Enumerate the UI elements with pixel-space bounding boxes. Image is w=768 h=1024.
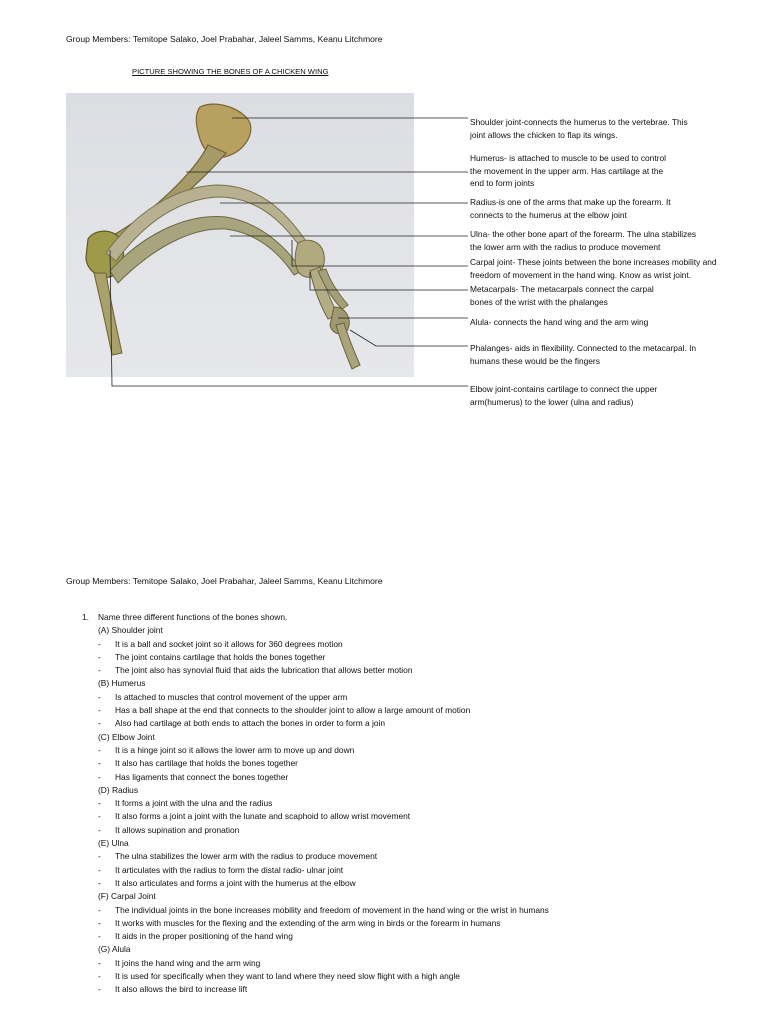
bullet-dash: - xyxy=(98,691,101,702)
question-text: Name three different functions of the bones shown. xyxy=(98,612,288,622)
list-item xyxy=(82,850,549,863)
label-metacarpals: Metacarpals- The metacarpals connect the carpal bones of the wrist with the phalanges xyxy=(470,284,654,307)
list-item xyxy=(82,810,549,823)
list-item-text: Is attached to muscles that control movement of the upper arm xyxy=(115,691,348,702)
list-item-text: It allows supination and pronation xyxy=(115,824,240,835)
bullet-dash: - xyxy=(98,638,101,649)
list-item-text: It also allows the bird to increase lift xyxy=(115,984,248,995)
bullet-dash: - xyxy=(98,744,101,755)
bullet-dash: - xyxy=(98,771,101,782)
list-item xyxy=(82,744,549,757)
list-item-text: It articulates with the radius to form the distal radio- ulnar joint xyxy=(115,864,344,875)
question-number: 1. xyxy=(82,612,89,622)
picture-title: PICTURE SHOWING THE BONES OF A CHICKEN WING xyxy=(132,67,329,76)
list-item xyxy=(82,970,549,983)
list-item xyxy=(82,771,549,784)
label-shoulder-joint: Shoulder joint-connects the humerus to the vertebrae. This joint allows the chicken to flap its wings. xyxy=(470,117,688,140)
label-ulna: Ulna- the other bone apart of the forearm. The ulna stabilizes the lower arm with the radius to produce movement xyxy=(470,229,697,252)
list-item-text: The joint also has synovial fluid that aids the lubrication that allows better motion xyxy=(115,665,413,676)
list-item xyxy=(82,691,549,704)
list-item xyxy=(82,651,549,664)
label-humerus: Humerus- is attached to muscle to be used to control the movement in the upper arm. Has cartilage at the end to form joints xyxy=(470,153,666,189)
section-heading-elbow-joint: (C) Elbow Joint xyxy=(98,731,155,742)
list-item-text: It also forms a joint a joint with the lunate and scaphoid to allow wrist movement xyxy=(115,811,411,822)
list-item xyxy=(82,757,549,770)
list-item xyxy=(82,904,549,917)
label-carpal-joint: Carpal joint- These joints between the bone increases mobility and freedom of movement in the hand wing. Know as wrist joint. xyxy=(470,257,717,280)
bullet-dash: - xyxy=(98,957,101,968)
list-item xyxy=(82,983,549,996)
list-item-text: The individual joints in the bone increases mobility and freedom of movement in the hand wing or the wrist in humans xyxy=(115,904,549,915)
list-item-text: It also articulates and forms a joint with the humerus at the elbow xyxy=(115,877,356,888)
list-item xyxy=(82,957,549,970)
question-1 xyxy=(82,611,549,624)
section-heading-radius: (D) Radius xyxy=(98,784,139,795)
list-item-text: Also had cartilage at both ends to attach the bones in order to form a join xyxy=(115,718,386,729)
bullet-dash: - xyxy=(98,904,101,915)
section-heading-alula: (G) Alula xyxy=(98,944,131,955)
bullet-dash: - xyxy=(98,798,101,809)
label-radius: Radius-is one of the arms that make up the forearm. It connects to the humerus at the elbow joint xyxy=(470,197,671,220)
list-item-text: It works with muscles for the flexing and the extending of the arm wing in birds or the forearm in humans xyxy=(115,917,501,928)
list-item-text: Has a ball shape at the end that connects to the shoulder joint to allow a large amount of motion xyxy=(115,705,471,716)
list-item xyxy=(82,638,549,651)
list-item-text: It is a hinge joint so it allows the lower arm to move up and down xyxy=(115,744,355,755)
bullet-dash: - xyxy=(98,718,101,729)
group-members-repeat: Group Members: Temitope Salako, Joel Prabahar, Jaleel Samms, Keanu Litchmore xyxy=(66,576,383,586)
functions-answer-list xyxy=(82,611,549,997)
label-phalanges: Phalanges- aids in flexibility. Connected to the metacarpal. In humans these would be the fingers xyxy=(470,343,697,366)
label-elbow-joint: Elbow joint-contains cartilage to connect the upper arm(humerus) to the lower (ulna and radius) xyxy=(470,384,658,407)
chicken-wing-photo xyxy=(66,93,414,377)
list-item xyxy=(82,930,549,943)
list-item xyxy=(82,797,549,810)
bullet-dash: - xyxy=(98,651,101,662)
bullet-dash: - xyxy=(98,665,101,676)
list-item-text: The ulna stabilizes the lower arm with the radius to produce movement xyxy=(115,851,378,862)
bullet-dash: - xyxy=(98,931,101,942)
bullet-dash: - xyxy=(98,705,101,716)
list-item-text: Has ligaments that connect the bones together xyxy=(115,771,289,782)
label-alula: Alula- connects the hand wing and the arm wing xyxy=(470,317,649,327)
list-item-text: The joint contains cartilage that holds the bones together xyxy=(115,651,326,662)
list-item-text: It is used for specifically when they want to land where they need slow flight with a high angle xyxy=(115,971,460,982)
section-heading-shoulder-joint: (A) Shoulder joint xyxy=(98,625,163,636)
list-item xyxy=(82,664,549,677)
bullet-dash: - xyxy=(98,917,101,928)
section-heading-carpal-joint: (F) Carpal Joint xyxy=(98,891,156,902)
bullet-dash: - xyxy=(98,971,101,982)
list-item xyxy=(82,704,549,717)
list-item xyxy=(82,877,549,890)
bullet-dash: - xyxy=(98,758,101,769)
bullet-dash: - xyxy=(98,824,101,835)
bullet-dash: - xyxy=(98,851,101,862)
list-item-text: It also has cartilage that holds the bones together xyxy=(115,758,298,769)
list-item xyxy=(82,824,549,837)
bullet-dash: - xyxy=(98,811,101,822)
group-members-header: Group Members: Temitope Salako, Joel Prabahar, Jaleel Samms, Keanu Litchmore xyxy=(66,34,383,44)
section-heading-humerus: (B) Humerus xyxy=(98,678,146,689)
bullet-dash: - xyxy=(98,877,101,888)
list-item-text: It forms a joint with the ulna and the radius xyxy=(115,798,273,809)
list-item xyxy=(82,917,549,930)
bullet-dash: - xyxy=(98,984,101,995)
bullet-dash: - xyxy=(98,864,101,875)
list-item-text: It is a ball and socket joint so it allows for 360 degrees motion xyxy=(115,638,343,649)
list-item-text: It aids in the proper positioning of the hand wing xyxy=(115,931,293,942)
list-item xyxy=(82,717,549,730)
chicken-wing-bones-illustration xyxy=(66,93,414,377)
list-item-text: It joins the hand wing and the arm wing xyxy=(115,957,261,968)
list-item xyxy=(82,864,549,877)
section-heading-ulna: (E) Ulna xyxy=(98,838,129,849)
